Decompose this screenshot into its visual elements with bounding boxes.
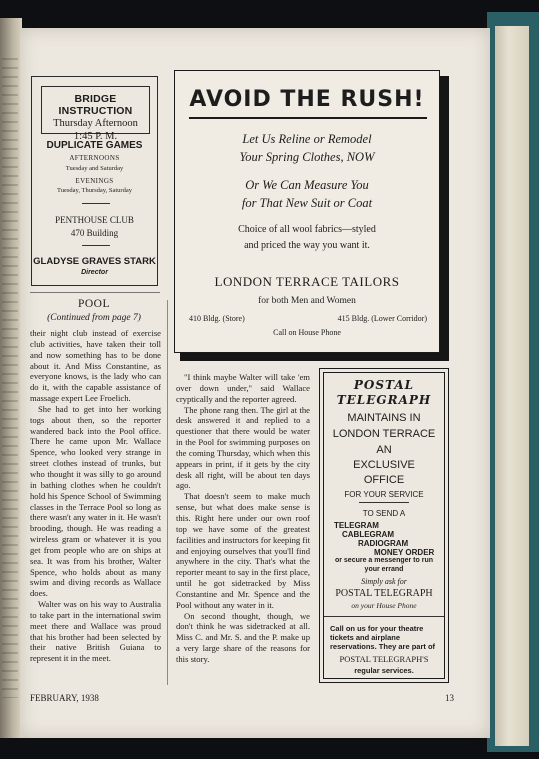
bridge-ad-building: 470 Building <box>70 228 119 238</box>
tailor-ad <box>174 70 440 353</box>
telegraph-item: TELEGRAM <box>334 521 379 530</box>
telegraph-line: OFFICE <box>363 474 405 486</box>
divider <box>324 616 444 617</box>
tailor-ad-corridor: 415 Bldg. (Lower Corridor) <box>337 314 427 323</box>
bridge-ad-director-name: GLADYSE GRAVES STARK <box>33 256 156 267</box>
article-paragraph: "I think maybe Walter will take 'em over down under," said Wallace cryptically and the reporter agreed. <box>176 372 310 404</box>
article-paragraph: That doesn't seem to make much sense, but what does make sense is this. Right here under our own roof top we have some of the greatest facilities and instructors for keeping fit and enjoying ourselves that you'll find anywhere in the city. That's what the reporter meant to say in the first place, until he got sidetracked by Miss Constantine and Mr. Spence and the Pool without any water in it. <box>176 491 310 610</box>
telegraph-house-phone: on your House Phone <box>351 601 417 610</box>
divider <box>82 203 110 204</box>
telegraph-postal-services: POSTAL TELEGRAPH'S <box>339 654 429 664</box>
ad-shadow <box>180 352 449 361</box>
bridge-ad-day: Thursday Afternoon <box>53 118 138 129</box>
divider <box>359 502 409 503</box>
bridge-ad-evenings: EVENINGS <box>75 177 114 185</box>
article-column-1 <box>30 328 161 664</box>
article-column-2 <box>176 372 310 665</box>
telegraph-item: RADIOGRAM <box>358 539 409 548</box>
tailor-ad-line: Let Us Reline or Remodel <box>242 132 372 146</box>
telegraph-item: CABLEGRAM <box>342 530 394 539</box>
telegraph-to-send: TO SEND A <box>362 509 406 518</box>
telegraph-messenger: or secure a messenger to run your errand <box>334 557 434 573</box>
facing-page-text <box>2 58 18 698</box>
tailor-ad-line: for That New Suit or Coat <box>241 196 373 210</box>
article-paragraph: On second thought, though, we don't think he was sidetracked at all. Miss C. and Mr. S. and the P. make up a very large share of the reasons for this story. <box>176 610 310 664</box>
headline-underline <box>189 117 427 119</box>
divider <box>82 245 110 246</box>
tailor-ad-phone: Call on House Phone <box>273 328 341 337</box>
bridge-ad <box>31 76 158 286</box>
bridge-ad-director-title: Director <box>81 269 108 276</box>
ad-shadow <box>440 76 449 361</box>
tailor-ad-store: 410 Bldg. (Store) <box>189 314 245 323</box>
telegraph-line: LONDON TERRACE <box>332 428 436 440</box>
telegraph-item: MONEY ORDER <box>374 548 435 557</box>
telegraph-brand: POSTAL <box>353 378 415 392</box>
bridge-ad-evening-days: Tuesday, Thursday, Saturday <box>57 187 132 194</box>
telegraph-postal: POSTAL TELEGRAPH <box>335 588 433 599</box>
tailor-ad-line: Or We Can Measure You <box>245 178 369 192</box>
telegraph-regular: regular services. <box>354 666 414 675</box>
tailor-ad-line: Your Spring Clothes, NOW <box>239 150 375 164</box>
tailor-ad-headline: AVOID THE RUSH! <box>189 87 425 112</box>
tailor-ad-clients: for both Men and Women <box>258 296 356 306</box>
issue-date: FEBRUARY, 1938 <box>30 693 99 703</box>
article-continued: (Continued from page 7) <box>47 313 141 323</box>
page-number: 13 <box>445 693 454 703</box>
bridge-ad-afternoon-days: Tuesday and Saturday <box>65 165 124 172</box>
left-page-edge <box>0 18 22 738</box>
tailor-ad-line: and priced the way you want it. <box>244 240 370 251</box>
bridge-ad-club: PENTHOUSE CLUB <box>55 215 134 225</box>
bridge-ad-title: BRIDGE INSTRUCTION <box>58 93 133 117</box>
telegraph-ad <box>319 368 449 683</box>
telegraph-simply: Simply ask for <box>361 577 407 586</box>
bridge-ad-header <box>41 86 150 142</box>
column-divider <box>30 292 160 293</box>
article-title: POOL <box>77 298 111 310</box>
article-paragraph: Walter was on his way to Australia to take part in the international swim meet there and Wallace was proud that his brother had been selected by their native British Guiana to represent it in the meet. <box>30 599 161 664</box>
telegraph-line: AN <box>376 444 392 456</box>
tailor-ad-name: LONDON TERRACE TAILORS <box>214 274 400 289</box>
telegraph-ad-frame <box>323 372 445 679</box>
bridge-ad-games: DUPLICATE GAMES <box>46 140 143 151</box>
telegraph-line: MAINTAINS IN <box>347 412 421 424</box>
tailor-ad-line: Choice of all wool fabrics—styled <box>238 224 376 235</box>
page-stack-edge <box>495 26 529 746</box>
telegraph-brand: TELEGRAPH <box>336 393 432 407</box>
article-paragraph: She had to get into her working togs about then, so the reporter wandered back into the Pool office. There he came upon Mr. Wallace Spence, who looked very strange in street clothes instead of trunks, but who thought it was silly to go around in bathing clothes when he couldn't hold his Spence School of Swimming classes in the Terrace Pool so long as there wasn't any water in it. He wasn't brooding, though. He was reading a wireless gram or whatever it is you get from people who are on ships at sea. It was from his brother, Walter Spence, who holds about as many swim and diving records as Wallace does. <box>30 403 161 599</box>
bridge-ad-afternoons: AFTERNOONS <box>69 154 120 162</box>
telegraph-line: EXCLUSIVE <box>353 459 415 471</box>
column-rule <box>167 300 168 685</box>
article-paragraph: their night club instead of exercise club activities, have taken their toll and now something has to be done about it. And Miss Constantine, as everyone knows, is the lady who can do it, with the capable assistance of massage expert Lee Froelich. <box>30 328 161 404</box>
bridge-ad-time: 1:45 P. M. <box>73 131 118 142</box>
article-paragraph: The phone rang then. The girl at the desk answered it and replied to a questioner that there would be water in the Pool for swimming purposes on the coming Thursday, which when this appears in print, if it gets by the city desk all right, will be about ten days ago. <box>176 404 310 491</box>
telegraph-call-us: Call on us for your theatre tickets and airplane reservations. They are part of <box>330 624 436 651</box>
telegraph-service: FOR YOUR SERVICE <box>344 490 424 499</box>
